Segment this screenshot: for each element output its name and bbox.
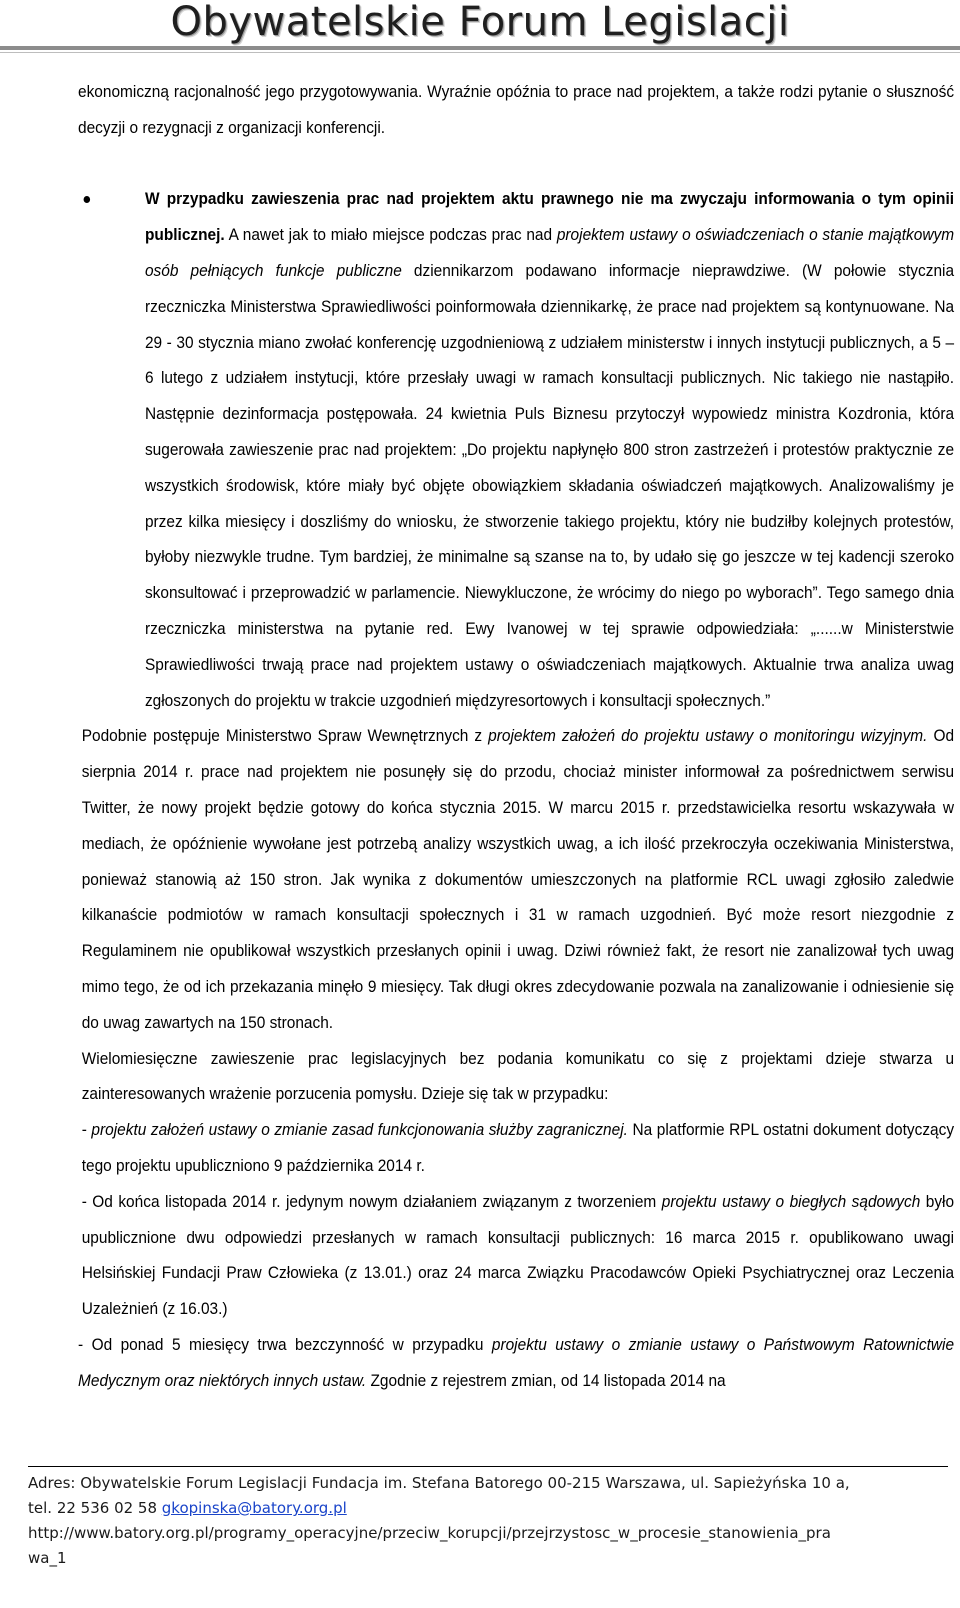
list-item: [78, 1327, 954, 1399]
list-item: [78, 1184, 954, 1327]
footer-address: Adres: Obywatelskie Forum Legislacji Fundacja im. Stefana Batorego 00-215 Warszawa, ul. Sapieżyńska 10 a,: [28, 1474, 850, 1492]
italic-text: projektu założeń ustawy o zmianie zasad funkcjonowania służby zagranicznej.: [91, 1120, 628, 1140]
bold-text: W przypadku zawieszenia prac nad projektem aktu prawnego nie ma zwyczaju informowania o tym opinii publicznej.: [144, 189, 955, 245]
header-divider-thin: [0, 52, 960, 53]
page-header-title: Obywatelskie Forum Legislacji: [170, 0, 790, 45]
paragraph-text: Wielomiesięczne zawieszenie prac legislacyjnych bez podania komunikatu co się z projektami dzieje stwarza u zainteresowanych wrażenie porzucenia pomysłu. Dzieje się tak w przypadku:: [81, 1048, 955, 1104]
paragraph-text: Od sierpnia 2014 r. prace nad projektem nie posunęły się do przodu, chociaż minister informował za pośrednictwem serwisu Twitter, że nowy projekt będzie gotowy do końca stycznia 2015. W marcu 2015 r. przedstawicielka resortu wskazywała w mediach, że opóźnienie wywołane jest potrzebą analizy wszystkich uwag, a ich ilość przekroczyła oczekiwania Ministerstwa, ponieważ stanowią aż 150 stron. Jak wynika z dokumentów umieszczonych na platformie RCL uwagi zgłosiło zaledwie kilkanaście podmiotów w ramach konsultacji społecznych i 31 w ramach uzgodnień. Być może resort niezgodnie z Regulaminem nie opublikował wszystkich przesłanych opinii i uwag. Dziwi również fakt, że resort nie zanalizował tych uwag mimo tego, że od ich przekazania minęło 9 miesięcy. Tak długi okres zdecydowanie pozwala na zanalizowanie i odniesienie się do uwag zawartych na 150 stronach.: [81, 726, 955, 1032]
italic-text: projektem założeń do projektu ustawy o monitoringu wizyjnym.: [488, 726, 928, 746]
footer-url-line-2[interactable]: wa_1: [28, 1549, 67, 1567]
paragraph-text: -: [81, 1120, 92, 1140]
paragraph-text: ekonomiczną racjonalność jego przygotowywania. Wyraźnie opóźnia to prace nad projektem, a także rodzi pytanie o słuszność decyzji o rezygnacji z organizacji konferencji.: [78, 82, 955, 137]
paragraph: [78, 1041, 954, 1113]
list-item: [78, 1112, 954, 1184]
paragraph-text: - Od końca listopada 2014 r. jedynym nowym działaniem związanym z tworzeniem: [81, 1191, 662, 1211]
spacer: [78, 146, 954, 182]
paragraph: [78, 718, 954, 1040]
footer-contact: [28, 1496, 948, 1521]
paragraph: [78, 74, 954, 146]
paragraph-text: - Od ponad 5 miesięcy trwa bezczynność w przypadku: [78, 1334, 492, 1354]
footer-phone: tel. 22 536 02 58: [28, 1499, 162, 1517]
paragraph-text: A nawet jak to miało miejsce podczas prac nad: [224, 225, 557, 245]
paragraph-text: Na platformie RPL ostatni dokument dotyczący tego projektu upubliczniono 9 października 2014 r.: [81, 1120, 955, 1175]
page-footer: [28, 1466, 948, 1571]
footer-divider: [28, 1466, 948, 1467]
paragraph-text: było upublicznione dwu odpowiedzi przesłanych w ramach konsultacji publicznych: 16 marca 2015 r. opublikowano uwagi Helsińskiej Fundacji Praw Człowieka (z 13.01.) oraz 24 marca Związku Pracodawców Opieki Psychiatrycznej oraz Leczenia Uzależnień (z 16.03.): [81, 1191, 955, 1319]
document-body: [78, 74, 954, 1398]
bullet-icon: [84, 196, 91, 203]
italic-text: projektu ustawy o biegłych sądowych: [661, 1191, 921, 1211]
bullet-paragraph: [78, 181, 954, 718]
paragraph-text: Zgodnie z rejestrem zmian, od 14 listopada 2014 na: [366, 1370, 726, 1390]
italic-text: projektem ustawy o oświadczeniach o stanie majątkowym osób pełniących funkcje publiczne: [144, 225, 955, 280]
footer-url-line-1[interactable]: http://www.batory.org.pl/programy_operacyjne/przeciw_korupcji/przejrzystosc_w_procesie_stanowienia_pra: [28, 1524, 831, 1542]
header-divider: [0, 46, 960, 50]
footer-email-link[interactable]: gkopinska@batory.org.pl: [161, 1499, 347, 1517]
paragraph-text: dziennikarzom podawano informacje nieprawdziwe. (W połowie stycznia rzeczniczka Ministerstwa Sprawiedliwości poinformowała dziennikarkę, że prace nad projektem są kontynuowane. Na 29 - 30 stycznia miano zwołać konferencję uzgodnieniową z udziałem ministerstw i innych instytucji publicznych, a 5 – 6 lutego z udziałem instytucji, które przesłały uwagi w ramach konsultacji publicznych. Nic takiego nie nastąpiło. Następnie dezinformacja postępowała. 24 kwietnia Puls Biznesu przytoczył wypowiedz ministra Kozdronia, która sugerowała zawieszenie prac nad projektem: „Do projektu napłynęło 800 stron zastrzeżeń i protestów praktycznie ze wszystkich środowisk, które miały być objęte obowiązkiem składania oświadczeń majątkowych. Analizowaliśmy je przez kilka miesięcy i doszliśmy do wniosku, że stworzenie takiego projektu, który nie budziłby kolejnych protestów, byłoby niezwykle trudne. Tym bardziej, że minimalne są szanse na to, by udało się go jeszcze w tej kadencji szeroko skonsultować i przeprowadzić w parlamencie. Niewykluczone, że wrócimy do niego po wyborach”. Tego samego dnia rzeczniczka ministerstwa na pytanie red. Ewy Ivanowej w tej sprawie odpowiedziała: „......w Ministerstwie Sprawiedliwości trwają prace nad projektem ustawy o oświadczeniach majątkowych. Aktualnie trwa analiza uwag zgłoszonych do projektu w trakcie uzgodnień międzyresortowych i konsultacji społecznych.”: [144, 260, 955, 710]
paragraph-text: Podobnie postępuje Ministerstwo Spraw Wewnętrznych z: [81, 726, 489, 746]
italic-text: projektu ustawy o zmianie ustawy o Państwowym Ratownictwie Medycznym oraz niektórych innych ustaw.: [78, 1334, 955, 1390]
